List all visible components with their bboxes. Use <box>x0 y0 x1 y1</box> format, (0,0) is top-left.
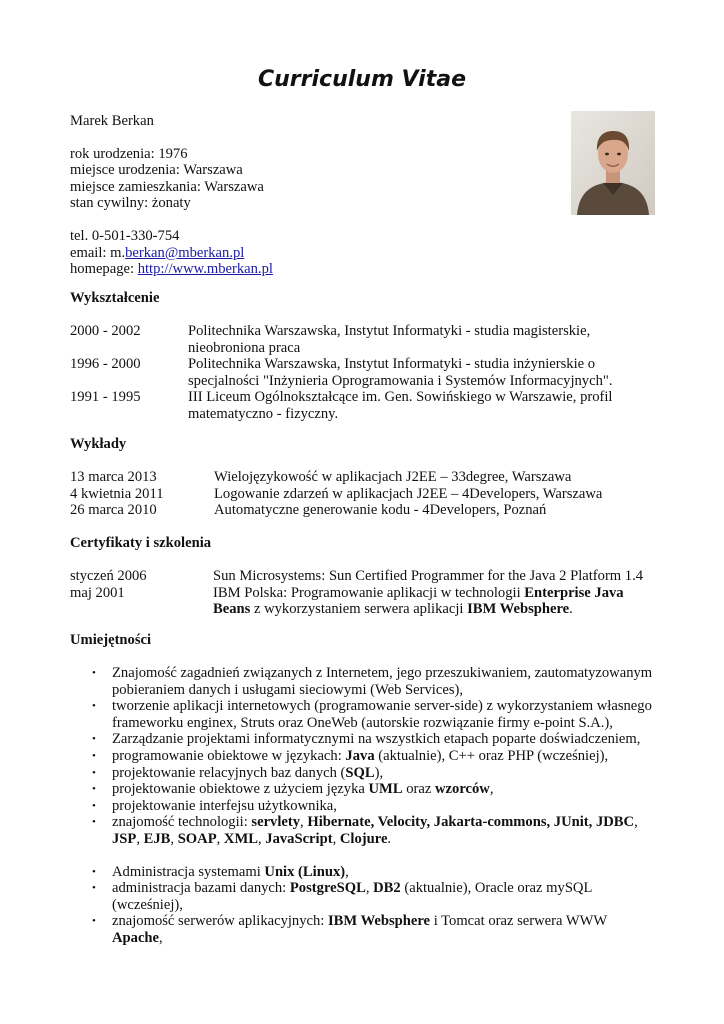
bullet-icon: • <box>92 915 96 928</box>
certificate-date: styczeń 2006 <box>70 568 147 584</box>
marital-status: stan cywilny: żonaty <box>70 195 191 212</box>
bullet-icon: • <box>92 882 96 895</box>
education-years: 1991 - 1995 <box>70 389 141 406</box>
lecture-row <box>70 469 650 486</box>
bullet-icon: • <box>92 700 96 713</box>
certificate-date: maj 2001 <box>70 584 125 601</box>
residence: miejsce zamieszkania: Warszawa <box>70 178 264 195</box>
lecture-title: Wielojęzykowość w aplikacjach J2EE – 33degree, Warszawa <box>214 469 572 485</box>
email-link[interactable]: berkan@mberkan.pl <box>125 244 245 261</box>
skill-item: • projektowanie interfejsu użytkownika, <box>92 797 337 814</box>
education-years: 1996 - 2000 <box>70 356 141 373</box>
skill-item: • projektowanie relacyjnych baz danych (SQL), <box>92 764 384 781</box>
skill-item: • Administracja systemami Unix (Linux), <box>92 863 349 880</box>
lecture-row <box>70 502 650 519</box>
certificate-row <box>70 568 650 585</box>
education-heading: Wykształcenie <box>70 290 160 306</box>
education-row <box>70 323 650 356</box>
email-label: email: m. <box>70 244 126 261</box>
bullet-icon: • <box>92 733 96 746</box>
skill-item: • programowanie obiektowe w językach: Java (aktualnie), C++ oraz PHP (wcześniej), <box>92 747 609 764</box>
lecture-row <box>70 486 650 503</box>
bullet-icon: • <box>92 766 96 779</box>
education-desc: nieobroniona praca <box>188 339 301 356</box>
homepage <box>70 261 550 278</box>
homepage-label: homepage: <box>70 261 138 278</box>
skill-item: • znajomość serwerów aplikacyjnych: IBM Websphere i Tomcat oraz serwera WWW Apache, <box>92 913 608 946</box>
lecture-date: 13 marca 2013 <box>70 469 157 485</box>
bullet-icon: • <box>92 816 96 829</box>
skill-item: • administracja bazami danych: PostgreSQL, DB2 (aktualnie), Oracle oraz mySQL (wcześniej), <box>92 880 593 913</box>
education-row <box>70 356 650 389</box>
skill-item: • Znajomość zagadnień związanych z Internetem, jego przeszukiwaniem, zautomatyzowanym pobieraniem danych i usługami sieciowymi (Web Services), <box>92 665 653 698</box>
bullet-icon: • <box>92 749 96 762</box>
certificate-title: IBM Polska: Programowanie aplikacji w technologii Enterprise Java Beans z wykorzystaniem serwera aplikacji IBM Websphere. <box>213 584 624 618</box>
lectures-list <box>70 469 650 519</box>
education-desc: specjalności "Inżynieria Oprogramowania i Systemów Informacyjnych". <box>188 372 613 389</box>
email <box>70 245 550 262</box>
skills-list <box>92 665 667 947</box>
education-years: 2000 - 2002 <box>70 323 141 339</box>
skill-item: • Zarządzanie projektami informatycznymi na wszystkich etapach poparte doświadczeniem, <box>92 731 641 748</box>
certificate-row <box>70 585 650 618</box>
bullet-icon: • <box>92 783 96 796</box>
page-title: Curriculum Vitae <box>257 67 466 92</box>
skill-item: • projektowanie obiektowe z użyciem języka UML oraz wzorców, <box>92 781 494 798</box>
skill-item: • znajomość technologii: servlety, Hibernate, Velocity, Jakarta-commons, JUnit, JDBC, JSP, EJB, SOAP, XML, JavaScript, Clojure. <box>92 814 638 847</box>
birth-place: miejsce urodzenia: Warszawa <box>70 162 243 179</box>
bullet-icon: • <box>92 799 96 812</box>
homepage-link[interactable]: http://www.mberkan.pl <box>137 261 273 278</box>
lecture-date: 26 marca 2010 <box>70 502 157 519</box>
lectures-heading: Wykłady <box>70 436 127 452</box>
skills-heading: Umiejętności <box>70 632 152 648</box>
certificate-title: Sun Microsystems: Sun Certified Programmer for the Java 2 Platform 1.4 <box>213 568 644 584</box>
certificates-list <box>70 568 650 618</box>
education-desc: Politechnika Warszawska, Instytut Informatyki - studia magisterskie, <box>188 323 591 339</box>
phone: tel. 0-501-330-754 <box>70 227 180 244</box>
bullet-icon: • <box>92 865 96 878</box>
birth-year: rok urodzenia: 1976 <box>70 145 188 162</box>
bullet-icon: • <box>92 667 96 679</box>
skill-item: • tworzenie aplikacji internetowych (programowanie server-side) z wykorzystaniem własnego frameworku enginex, Struts oraz OneWeb (autorskie rozwiązanie firmy e-point S.A.), <box>92 698 652 731</box>
education-desc: III Liceum Ogólnokształcące im. Gen. Sowińskiego w Warszawie, profil <box>188 389 613 406</box>
education-list <box>70 323 650 423</box>
profile-photo <box>571 111 655 215</box>
person-name: Marek Berkan <box>70 113 154 129</box>
lecture-date: 4 kwietnia 2011 <box>70 485 164 502</box>
education-desc: matematyczno - fizyczny. <box>188 405 339 422</box>
education-desc: Politechnika Warszawska, Instytut Informatyki - studia inżynierskie o <box>188 356 596 373</box>
lecture-title: Automatyczne generowanie kodu - 4Developers, Poznań <box>214 502 547 519</box>
personal-info <box>70 113 550 278</box>
lecture-title: Logowanie zdarzeń w aplikacjach J2EE – 4Developers, Warszawa <box>214 485 603 502</box>
certificates-heading: Certyfikaty i szkolenia <box>70 535 212 551</box>
education-row <box>70 389 650 422</box>
